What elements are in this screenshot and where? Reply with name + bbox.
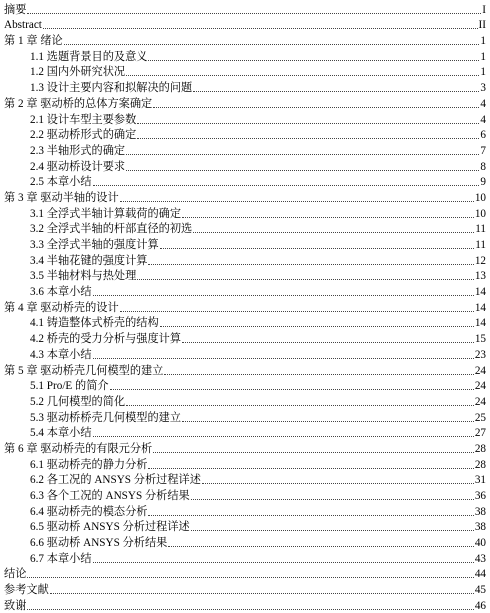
- toc-section-entry[interactable]: [4, 503, 486, 519]
- dot-leader: [110, 389, 474, 390]
- toc-entry-page-number: 31: [474, 474, 486, 487]
- toc-entry-page-number: 8: [480, 160, 486, 173]
- toc-entry-label: 2.2 驱动桥形式的确定: [30, 129, 137, 142]
- toc-chapter-entry[interactable]: [4, 17, 486, 33]
- dot-leader: [137, 138, 479, 139]
- dot-leader: [93, 562, 474, 563]
- toc-entry-label: 6.5 驱动桥 ANSYS 分析过程详述: [30, 521, 190, 534]
- toc-chapter-entry[interactable]: [4, 1, 486, 17]
- dot-leader: [93, 295, 474, 296]
- toc-section-entry[interactable]: [4, 111, 486, 127]
- toc-entry-page-number: 11: [475, 239, 486, 251]
- toc-entry-page-number: 28: [474, 458, 486, 471]
- toc-entry-page-number: 14: [474, 286, 486, 299]
- toc-section-entry[interactable]: [4, 158, 486, 174]
- toc-chapter-entry[interactable]: [4, 581, 486, 597]
- dot-leader: [120, 201, 474, 202]
- toc-entry-page-number: 24: [474, 395, 486, 408]
- dot-leader: [137, 123, 479, 124]
- toc-entry-label: 1.1 选题背景目的及意义: [30, 50, 148, 63]
- dot-leader: [93, 436, 474, 437]
- toc-section-entry[interactable]: [4, 487, 486, 503]
- toc-section-entry[interactable]: [4, 64, 486, 80]
- dot-leader: [126, 75, 479, 76]
- toc-section-entry[interactable]: [4, 519, 486, 535]
- toc-section-entry[interactable]: [4, 283, 486, 299]
- toc-entry-page-number: 45: [474, 584, 486, 597]
- toc-entry-page-number: 7: [480, 144, 486, 157]
- toc-entry-label: 6.6 驱动桥 ANSYS 分析结果: [30, 537, 168, 550]
- dot-leader: [168, 546, 473, 547]
- toc-chapter-entry[interactable]: [4, 95, 486, 111]
- toc-entry-page-number: 28: [474, 442, 486, 455]
- toc-entry-label: 结论: [4, 568, 27, 581]
- dot-leader: [153, 452, 474, 453]
- dot-leader: [148, 264, 473, 265]
- toc-section-entry[interactable]: [4, 205, 486, 221]
- toc-entry-page-number: 1: [480, 66, 486, 79]
- dot-leader: [164, 374, 473, 375]
- toc-entry-label: 参考文献: [4, 584, 49, 597]
- toc-section-entry[interactable]: [4, 48, 486, 64]
- toc-section-entry[interactable]: [4, 330, 486, 346]
- toc-entry-label: 2.1 设计车型主要参数: [30, 113, 137, 126]
- toc-section-entry[interactable]: [4, 456, 486, 472]
- toc-entry-page-number: 24: [474, 364, 486, 377]
- toc-entry-label: 第 2 章 驱动桥的总体方案确定: [4, 97, 153, 110]
- toc-entry-page-number: 10: [474, 207, 486, 220]
- toc-entry-label: 3.1 全浮式半轴计算载荷的确定: [30, 207, 182, 220]
- toc-entry-label: 第 5 章 驱动桥壳几何模型的建立: [4, 364, 164, 377]
- toc-entry-label: 6.2 各工况的 ANSYS 分析过程详述: [30, 474, 201, 487]
- toc-chapter-entry[interactable]: [4, 189, 486, 205]
- dot-leader: [182, 342, 474, 343]
- toc-section-entry[interactable]: [4, 142, 486, 158]
- toc-entry-page-number: 38: [474, 505, 486, 518]
- dot-leader: [182, 217, 474, 218]
- toc-entry-page-number: 13: [474, 270, 486, 283]
- dot-leader: [202, 483, 474, 484]
- toc-entry-label: 1.3 设计主要内容和拟解决的问题: [30, 82, 193, 95]
- toc-section-entry[interactable]: [4, 534, 486, 550]
- toc-entry-page-number: 25: [474, 411, 486, 424]
- toc-entry-label: Abstract: [4, 19, 42, 32]
- dot-leader: [160, 326, 474, 327]
- toc-entry-page-number: II: [478, 19, 486, 32]
- toc-entry-label: 第 3 章 驱动半轴的设计: [4, 191, 119, 204]
- toc-entry-page-number: 11: [475, 223, 486, 236]
- toc-entry-label: 3.4 半轴花键的强度计算: [30, 254, 148, 267]
- toc-entry-label: 6.3 各个工况的 ANSYS 分析结果: [30, 490, 190, 502]
- dot-leader: [64, 44, 480, 45]
- toc-section-entry[interactable]: [4, 268, 486, 284]
- dot-leader: [126, 405, 474, 406]
- toc-entry-label: 第 1 章 绪论: [4, 35, 63, 48]
- dot-leader: [182, 421, 474, 422]
- toc-chapter-entry[interactable]: [4, 299, 486, 315]
- toc-entry-page-number: 4: [480, 113, 486, 126]
- toc-section-entry[interactable]: [4, 127, 486, 143]
- toc-entry-label: 第 4 章 驱动桥壳的设计: [4, 301, 119, 314]
- toc-entry-page-number: 12: [474, 254, 486, 267]
- toc-entry-page-number: 9: [480, 176, 486, 189]
- dot-leader: [153, 107, 479, 108]
- toc-entry-label: 4.3 本章小结: [30, 348, 92, 361]
- toc-entry-page-number: 15: [474, 333, 486, 346]
- toc-entry-label: 2.5 本章小结: [30, 176, 92, 189]
- toc-entry-page-number: 10: [474, 191, 486, 204]
- dot-leader: [148, 60, 479, 61]
- dot-leader: [27, 609, 473, 610]
- toc-entry-label: 3.6 本章小结: [30, 286, 92, 299]
- toc-chapter-entry[interactable]: [4, 32, 486, 48]
- toc-entry-label: 3.3 全浮式半轴的强度计算: [30, 239, 159, 251]
- toc-entry-label: 2.3 半轴形式的确定: [30, 144, 126, 157]
- toc-entry-page-number: 43: [474, 552, 486, 565]
- toc-section-entry[interactable]: [4, 221, 486, 237]
- toc-entry-label: 3.5 半轴材料与热处理: [30, 270, 137, 283]
- toc-entry-page-number: 40: [474, 537, 486, 550]
- toc-entry-label: 摘要: [4, 3, 27, 16]
- toc-entry-label: 5.4 本章小结: [30, 427, 92, 440]
- toc-entry-label: 2.4 驱动桥设计要求: [30, 160, 126, 173]
- toc-entry-page-number: 14: [474, 317, 486, 330]
- toc-entry-label: 致谢: [4, 599, 27, 612]
- toc-entry-label: 5.1 Pro/E 的简介: [30, 380, 109, 393]
- dot-leader: [160, 248, 475, 249]
- dot-leader: [191, 499, 474, 500]
- dot-leader: [137, 279, 474, 280]
- dot-leader: [27, 13, 481, 14]
- toc-section-entry[interactable]: [4, 550, 486, 566]
- dot-leader: [120, 311, 474, 312]
- toc-entry-label: 1.2 国内外研究状况: [30, 66, 126, 79]
- toc-entry-label: 4.2 桥壳的受力分析与强度计算: [30, 333, 182, 346]
- toc-entry-label: 5.2 几何模型的简化: [30, 395, 126, 408]
- toc-section-entry[interactable]: [4, 378, 486, 394]
- toc-entry-page-number: 27: [474, 427, 486, 440]
- toc-entry-label: 4.1 铸造整体式桥壳的结构: [30, 317, 159, 330]
- toc-entry-page-number: 4: [480, 97, 486, 110]
- toc-section-entry[interactable]: [4, 425, 486, 441]
- dot-leader: [50, 593, 474, 594]
- toc-entry-label: 3.2 全浮式半轴的杆部直径的初选: [30, 223, 193, 236]
- toc-entry-page-number: 44: [474, 568, 486, 581]
- toc-section-entry[interactable]: [4, 174, 486, 190]
- dot-leader: [43, 28, 478, 29]
- dot-leader: [191, 530, 474, 531]
- toc-entry-label: 第 6 章 驱动桥壳的有限元分析: [4, 442, 153, 455]
- toc-chapter-entry[interactable]: [4, 566, 486, 582]
- dot-leader: [148, 515, 473, 516]
- toc-entry-label: 5.3 驱动桥桥壳几何模型的建立: [30, 411, 182, 424]
- toc-entry-page-number: 14: [474, 301, 486, 314]
- toc-entry-page-number: 38: [474, 521, 486, 534]
- toc-section-entry[interactable]: [4, 472, 486, 488]
- toc-entry-label: 6.1 驱动桥壳的静力分析: [30, 458, 148, 471]
- toc-section-entry[interactable]: [4, 346, 486, 362]
- toc-section-entry[interactable]: [4, 79, 486, 95]
- toc-chapter-entry[interactable]: [4, 440, 486, 456]
- dot-leader: [27, 577, 473, 578]
- toc-entry-page-number: 3: [480, 82, 486, 95]
- dot-leader: [93, 185, 480, 186]
- toc-entry-page-number: I: [482, 3, 486, 16]
- toc-section-entry[interactable]: [4, 409, 486, 425]
- toc-entry-page-number: 36: [474, 490, 486, 502]
- dot-leader: [126, 154, 479, 155]
- toc-section-entry[interactable]: [4, 236, 486, 252]
- toc-entry-page-number: 6: [480, 129, 486, 142]
- dot-leader: [193, 91, 479, 92]
- toc-chapter-entry[interactable]: [4, 362, 486, 378]
- toc-entry-page-number: 1: [480, 50, 486, 63]
- toc-entry-page-number: 23: [474, 348, 486, 361]
- dot-leader: [148, 468, 473, 469]
- dot-leader: [126, 170, 479, 171]
- toc-entry-page-number: 46: [474, 599, 486, 612]
- toc-entry-label: 6.7 本章小结: [30, 552, 92, 565]
- toc-entry-page-number: 24: [474, 380, 486, 393]
- toc-section-entry[interactable]: [4, 393, 486, 409]
- dot-leader: [93, 358, 474, 359]
- toc-entry-label: 6.4 驱动桥壳的模态分析: [30, 505, 148, 518]
- toc-section-entry[interactable]: [4, 315, 486, 331]
- toc-section-entry[interactable]: [4, 252, 486, 268]
- toc-entry-page-number: 1: [480, 35, 486, 48]
- dot-leader: [193, 232, 474, 233]
- toc-chapter-entry[interactable]: [4, 597, 486, 613]
